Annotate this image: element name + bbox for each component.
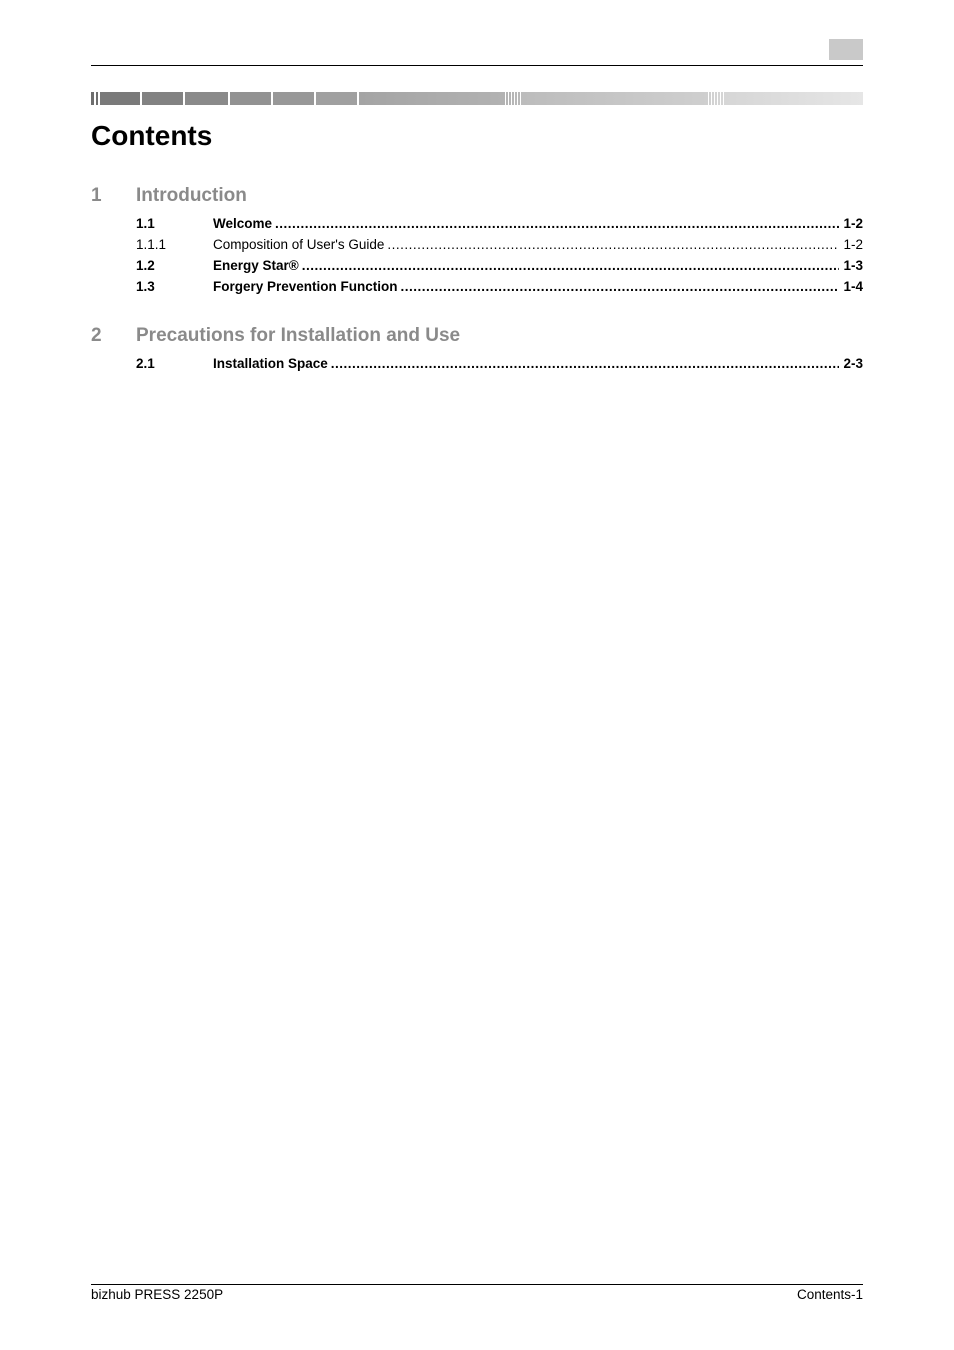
decorative-gradient-bar <box>91 92 863 105</box>
page-corner-tab <box>829 39 863 60</box>
toc-leader-dots <box>302 257 840 275</box>
chapter-number: 1 <box>91 185 102 206</box>
toc-leader-dots <box>387 236 839 254</box>
toc-section-number: 1.1.1 <box>136 237 167 252</box>
toc-leader-dots <box>275 215 839 233</box>
toc-leader-dots <box>331 355 840 373</box>
toc-page-number: 1-3 <box>843 258 863 273</box>
page-title: Contents <box>91 120 213 151</box>
chapter-title: Introduction <box>136 185 247 206</box>
toc-entry-title: Forgery Prevention Function <box>213 278 401 296</box>
toc-page-number: 1-2 <box>843 216 863 231</box>
toc-entry[interactable] <box>136 257 863 275</box>
footer-product-name: bizhub PRESS 2250P <box>91 1287 224 1302</box>
chapter-number: 2 <box>91 325 102 346</box>
chapter-title: Precautions for Installation and Use <box>136 325 461 346</box>
toc-page-number: 2-3 <box>843 356 863 371</box>
toc-section-number: 2.1 <box>136 356 155 371</box>
toc-section-number: 1.3 <box>136 279 155 294</box>
toc-section-number: 1.1 <box>136 216 155 231</box>
chapter-heading-1[interactable] <box>91 183 863 209</box>
footer-page-label: Contents-1 <box>796 1287 863 1302</box>
toc-entry[interactable] <box>136 215 863 233</box>
toc-page-number: 1-4 <box>843 279 863 294</box>
footer-rule <box>91 1284 863 1285</box>
toc-leader-dots <box>401 278 840 296</box>
toc-page-number: 1-2 <box>843 237 863 252</box>
toc-entry-title: Welcome <box>213 215 275 233</box>
toc-entry[interactable] <box>136 236 863 254</box>
toc-entry-title: Energy Star® <box>213 257 302 275</box>
toc-section-number: 1.2 <box>136 258 155 273</box>
header-rule <box>91 65 863 66</box>
chapter-heading-2[interactable] <box>91 323 863 349</box>
toc-entry[interactable] <box>136 278 863 296</box>
toc-entry[interactable] <box>136 355 863 373</box>
toc-entry-title: Installation Space <box>213 355 331 373</box>
toc-entry-title: Composition of User's Guide <box>213 236 387 254</box>
